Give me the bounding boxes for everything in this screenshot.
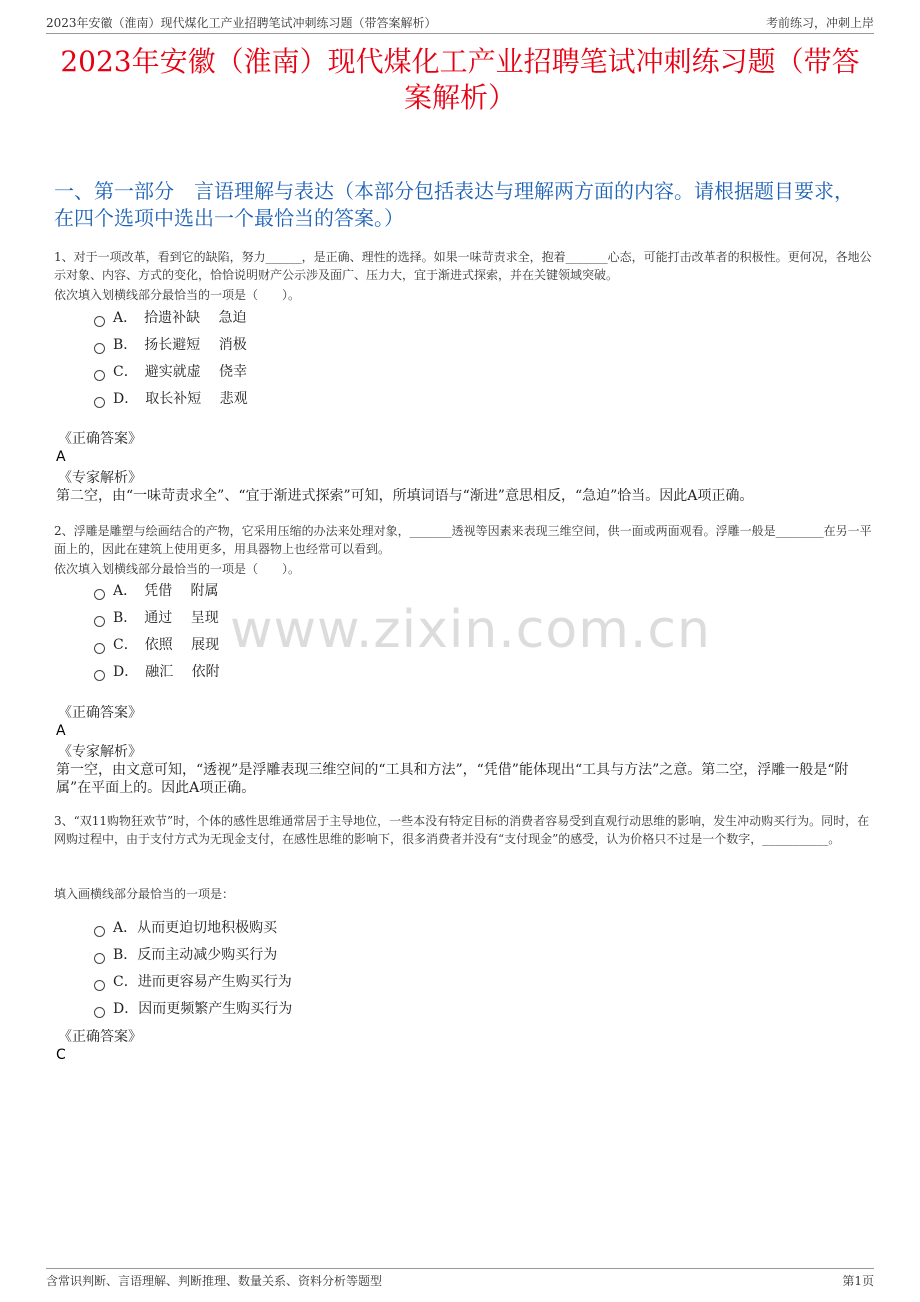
radio-icon[interactable]	[94, 1007, 105, 1018]
radio-icon[interactable]	[94, 616, 105, 627]
radio-icon[interactable]	[94, 343, 105, 354]
section-heading: 一、第一部分 言语理解与表达（本部分包括表达与理解两方面的内容。请根据题目要求，在四个选项中选出一个最恰当的答案。）	[54, 179, 854, 230]
question-2-prompt: 依次填入划横线部分最恰当的一项是（ ）。	[54, 562, 301, 576]
radio-icon[interactable]	[94, 953, 105, 964]
option-label: B． 通过 呈现	[113, 610, 219, 626]
option-label: C． 依照 展现	[113, 637, 220, 653]
footer-divider	[46, 1268, 874, 1269]
option-label: A． 凭借 附属	[113, 583, 219, 599]
question-1-prompt: 依次填入划横线部分最恰当的一项是（ ）。	[54, 288, 301, 302]
question-2-analysis: 第一空，由文意可知，“透视”是浮雕表现三维空间的“工具和方法”，“凭借”能体现出“工具与方法”之意。第二空，浮雕一般是“附属”在平面上的。因此A项正确。	[56, 762, 849, 796]
question-3-option-b[interactable]	[94, 945, 277, 965]
question-3-answer-label: 《正确答案》	[58, 1029, 142, 1045]
header-slogan: 考前练习，冲刺上岸	[765, 16, 874, 30]
question-2-text: 2、浮雕是雕塑与绘画结合的产物，它采用压缩的办法来处理对象，_______透视等因素来表现三维空间，供一面或两面观看。浮雕一般是________在另一平面上的，因此在建筑上使用更多，用具器物上也经常可以看到。	[54, 524, 872, 556]
question-1-answer-label: 《正确答案》	[58, 431, 142, 447]
radio-icon[interactable]	[94, 397, 105, 408]
page-number: 第1页	[842, 1274, 874, 1288]
page-header	[46, 14, 874, 34]
question-2-option-c[interactable]	[94, 635, 219, 655]
question-3-text: 3、“双11购物狂欢节”时，个体的感性思维通常居于主导地位，一些本没有特定目标的消费者容易受到直观行动思维的影响，发生冲动购买行为。同时，在网购过程中，由于支付方式为无现金支付，在感性思维的影响下，很多消费者并没有“支付现金”的感受，认为价格只不过是一个数字，___________。	[54, 814, 870, 846]
header-doc-title: 2023年安徽（淮南）现代煤化工产业招聘笔试冲刺练习题（带答案解析）	[46, 16, 437, 30]
option-label: A． 拾遗补缺 急迫	[113, 310, 247, 326]
radio-icon[interactable]	[94, 670, 105, 681]
question-1-answer: A	[56, 449, 66, 465]
question-2-option-d[interactable]	[94, 662, 220, 682]
option-label: D． 融汇 依附	[113, 664, 220, 680]
question-2-answer: A	[56, 723, 66, 739]
question-3-option-d[interactable]	[94, 999, 292, 1019]
radio-icon[interactable]	[94, 589, 105, 600]
watermark: www.zixin.com.cn	[230, 600, 711, 660]
question-3-option-c[interactable]	[94, 972, 292, 992]
option-label: D． 取长补短 悲观	[113, 391, 248, 407]
radio-icon[interactable]	[94, 370, 105, 381]
option-label: B． 扬长避短 消极	[113, 337, 247, 353]
radio-icon[interactable]	[94, 926, 105, 937]
option-label: C．进而更容易产生购买行为	[113, 974, 292, 990]
question-1-option-c[interactable]	[94, 362, 247, 382]
option-label: C． 避实就虚 侥幸	[113, 364, 248, 380]
question-3-answer: C	[56, 1047, 66, 1063]
radio-icon[interactable]	[94, 316, 105, 327]
question-1-text: 1、对于一项改革，看到它的缺陷，努力______，是正确、理性的选择。如果一味苛责求全，抱着_______心态，可能打击改革者的积极性。更何况，各地公示对象、内容、方式的变化，恰恰说明财产公示涉及面广、压力大，宜于渐进式探索，并在关键领域突破。	[54, 250, 872, 282]
question-1-analysis: 第二空，由“一味苛责求全”、“宜于渐进式探索”可知，所填词语与“渐进”意思相反，“急迫”恰当。因此A项正确。	[56, 488, 754, 504]
footer-description: 含常识判断、言语理解、判断推理、数量关系、资料分析等题型	[46, 1274, 383, 1288]
option-label: D．因而更频繁产生购买行为	[113, 1001, 293, 1017]
question-2-analysis-label: 《专家解析》	[58, 744, 142, 760]
header-divider	[46, 33, 874, 34]
question-2-option-a[interactable]	[94, 581, 219, 601]
question-3-option-a[interactable]	[94, 918, 277, 938]
option-label: B．反而主动减少购买行为	[113, 947, 278, 963]
question-1-option-a[interactable]	[94, 308, 247, 328]
question-1-analysis-label: 《专家解析》	[58, 470, 142, 486]
question-1-option-b[interactable]	[94, 335, 247, 355]
question-2-option-b[interactable]	[94, 608, 219, 628]
radio-icon[interactable]	[94, 980, 105, 991]
question-3-prompt: 填入画横线部分最恰当的一项是：	[54, 887, 235, 901]
option-label: A．从而更迫切地积极购买	[113, 920, 278, 936]
page-title: 2023年安徽（淮南）现代煤化工产业招聘笔试冲刺练习题（带答案解析）	[60, 45, 860, 114]
question-2-answer-label: 《正确答案》	[58, 705, 142, 721]
radio-icon[interactable]	[94, 643, 105, 654]
question-1-option-d[interactable]	[94, 389, 248, 409]
